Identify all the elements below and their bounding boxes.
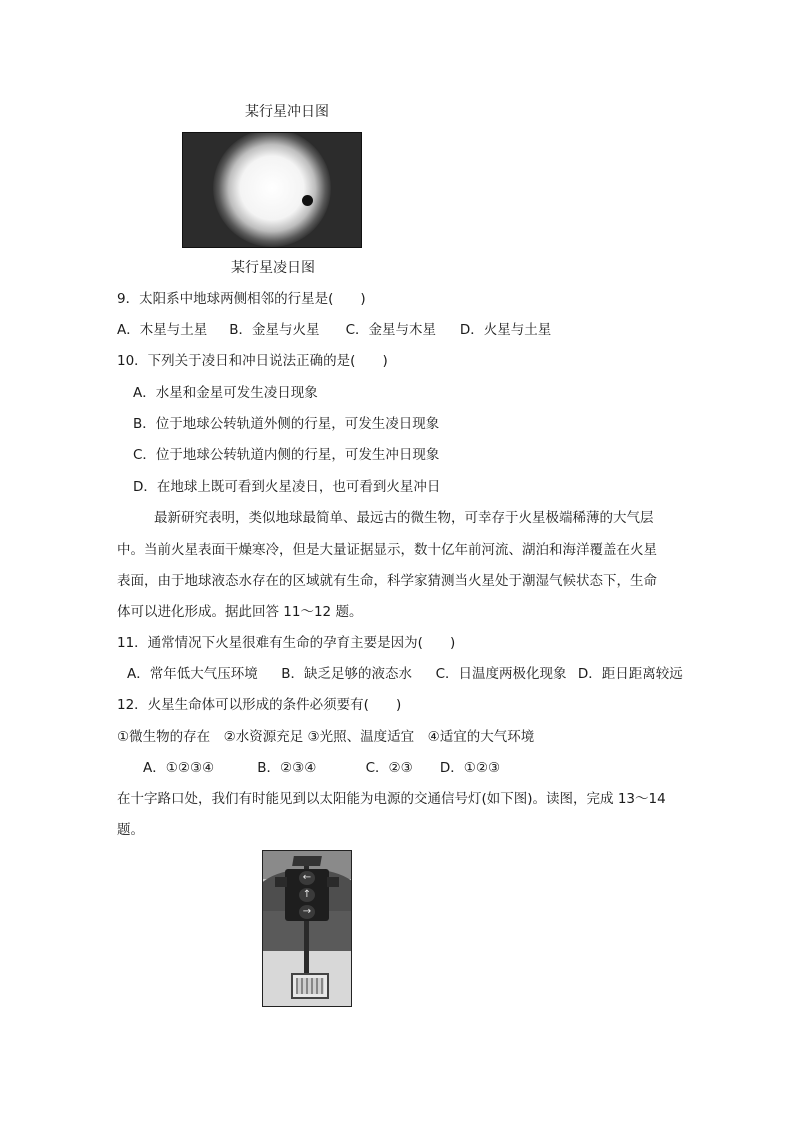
intro-13-line-1: 在十字路口处，我们有时能见到以太阳能为电源的交通信号灯(如下图)。读图，完成 13～14 (117, 791, 666, 807)
signal-head (285, 869, 329, 921)
question-12-options (143, 758, 500, 778)
signal-wing-right (327, 877, 339, 887)
passage-line-1: 最新研究表明，类似地球最简单、最远古的微生物，可幸存于火星极端稀薄的大气层 (154, 510, 654, 526)
left-arrow-lamp: ← (299, 871, 315, 885)
passage-line-2: 中。当前火星表面干燥寒冷，但是大量证据显示，数十亿年前河流、湖泊和海洋覆盖在火星 (117, 542, 657, 558)
question-11-options (127, 664, 683, 684)
sun-image (213, 132, 331, 247)
option-b: B．金星与火星 (229, 322, 320, 338)
question-11-stem: 11．通常情况下火星很难有生命的孕育主要是因为( ) (117, 635, 456, 651)
caption-opposition: 某行星冲日图 (245, 104, 329, 120)
base-solar-panel (291, 973, 329, 999)
option-d: D．距日距离较远 (577, 666, 683, 682)
option-a: A．常年低大气压环境 (127, 666, 258, 682)
question-9-options (117, 320, 551, 340)
question-9-stem: 9．太阳系中地球两侧相邻的行星是( ) (117, 291, 366, 307)
option-b: B．②③④ (257, 760, 317, 776)
intro-13-line-2: 题。 (117, 822, 144, 838)
option-c: C．金星与木星 (345, 322, 437, 338)
option-a: A．①②③④ (143, 760, 215, 776)
option-b: B．缺乏足够的液态水 (281, 666, 413, 682)
option-c: C．②③ (365, 760, 413, 776)
question-10-option-b: B．位于地球公转轨道外侧的行星，可发生凌日现象 (133, 416, 440, 432)
passage-line-3: 表面，由于地球液态水存在的区域就有生命，科学家猜测当火星处于潮湿气候状态下，生命 (117, 573, 657, 589)
signal-wing-left (275, 877, 287, 887)
option-d: D．①②③ (439, 760, 501, 776)
solar-traffic-light-photo (262, 850, 352, 1007)
option-c: C．日温度两极化现象 (435, 666, 567, 682)
option-d: D．火星与土星 (459, 322, 552, 338)
question-10-option-c: C．位于地球公转轨道内侧的行星，可发生冲日现象 (133, 447, 440, 463)
option-a: A．木星与土星 (117, 322, 208, 338)
planet-dot (302, 195, 313, 206)
planet-transit-photo (182, 132, 362, 248)
caption-transit: 某行星凌日图 (231, 260, 315, 276)
question-10-stem: 10．下列关于凌日和冲日说法正确的是( ) (117, 353, 388, 369)
up-arrow-lamp: ↑ (299, 888, 315, 902)
top-solar-panel (292, 856, 322, 866)
question-12-conditions: ①微生物的存在 ②水资源充足 ③光照、温度适宜 ④适宜的大气环境 (117, 729, 535, 745)
right-arrow-lamp: → (299, 905, 315, 919)
passage-line-4: 体可以进化形成。据此回答 11～12 题。 (117, 604, 363, 620)
question-10-option-d: D．在地球上既可看到火星凌日，也可看到火星冲日 (133, 479, 441, 495)
question-12-stem: 12．火星生命体可以形成的条件必须要有( ) (117, 697, 402, 713)
question-10-option-a: A．水星和金星可发生凌日现象 (133, 385, 318, 401)
